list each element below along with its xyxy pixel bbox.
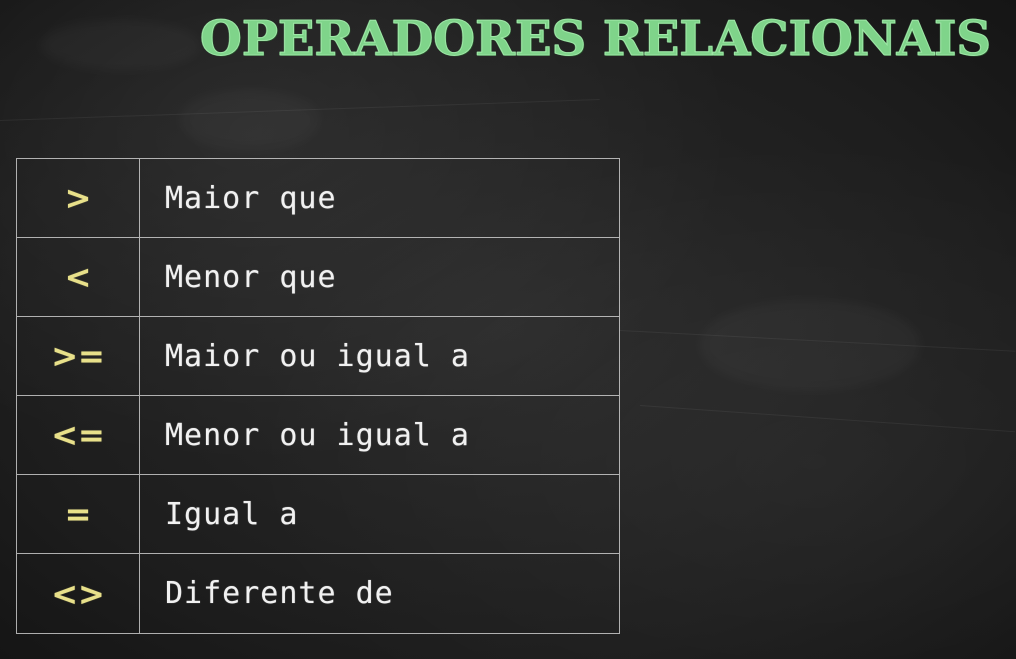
description-cell: Menor ou igual a xyxy=(165,417,470,453)
operator-cell: <> xyxy=(17,554,140,633)
chalk-smudge xyxy=(40,20,200,70)
table-row xyxy=(17,238,619,317)
description-cell: Igual a xyxy=(165,496,299,532)
table-row xyxy=(17,317,619,396)
operator-cell: <= xyxy=(17,396,140,474)
chalk-smudge xyxy=(180,90,320,150)
table-row xyxy=(17,396,619,475)
table-row xyxy=(17,159,619,238)
operator-cell: >= xyxy=(17,317,140,395)
description-cell: Maior que xyxy=(165,180,337,216)
description-cell: Diferente de xyxy=(165,576,394,611)
operator-cell: = xyxy=(17,475,140,553)
table-row xyxy=(17,475,619,554)
slide-title: OPERADORES RELACIONAIS xyxy=(200,11,992,67)
operators-table xyxy=(16,158,620,634)
description-cell: Maior ou igual a xyxy=(165,338,470,374)
description-cell: Menor que xyxy=(165,259,337,295)
operator-cell: < xyxy=(17,238,140,316)
chalk-streak xyxy=(640,405,1015,432)
operator-cell: > xyxy=(17,159,140,237)
table-row xyxy=(17,554,619,633)
